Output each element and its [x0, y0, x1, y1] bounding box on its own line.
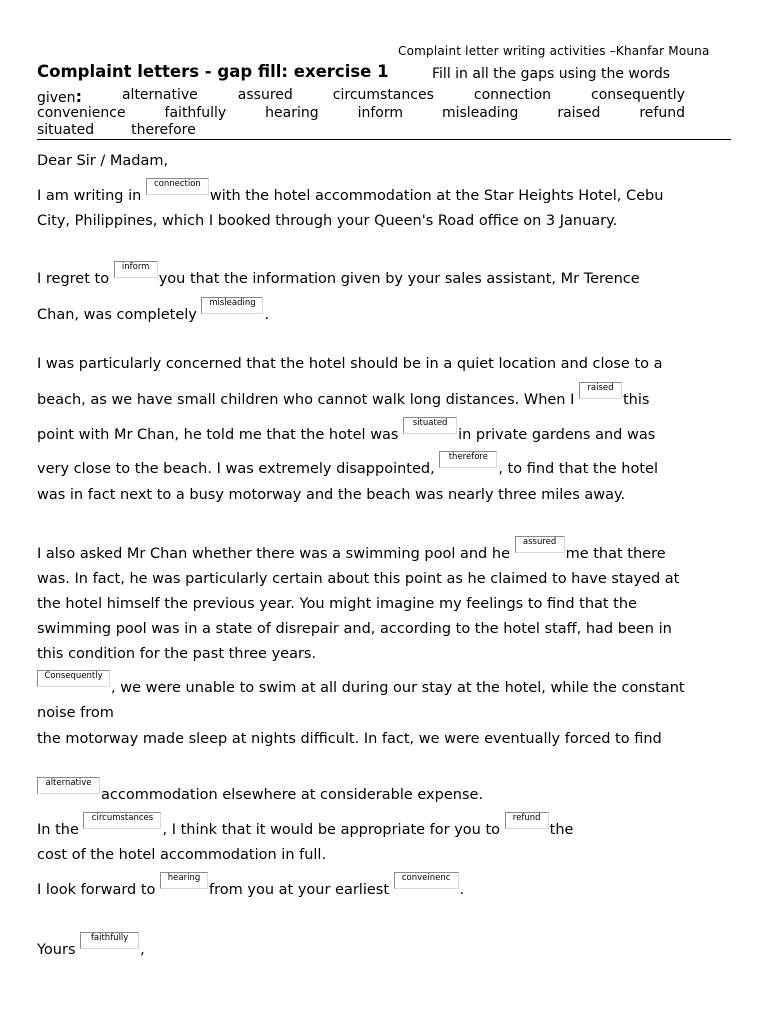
letter-line: City, Philippines, which I booked through your Queen's Road office on 3 January. [37, 213, 618, 229]
gap-field-situated[interactable]: situated [403, 417, 457, 434]
word-bank-item: hearing [265, 105, 319, 121]
gap-field-circumstances[interactable]: circumstances [83, 812, 161, 829]
letter-line: was. In fact, he was particularly certain about this point as he claimed to have stayed at [37, 571, 680, 587]
word-bank-item: inform [357, 105, 403, 121]
gap-field-misleading[interactable]: misleading [201, 297, 263, 314]
word-bank-row-1 [37, 87, 685, 106]
letter-line: Chan, was completely misleading. [37, 298, 270, 323]
word-bank-item: faithfully [164, 105, 227, 121]
letter-line: Consequently, we were unable to swim at all during our stay at the hotel, while the constant [37, 679, 685, 697]
gap-field-assured[interactable]: assured [515, 536, 565, 553]
gap-field-consequently[interactable]: Consequently [37, 670, 110, 687]
word-bank-item: connection [473, 87, 552, 103]
letter-line: the motorway made sleep at nights difficult. In fact, we were eventually forced to find [37, 731, 662, 747]
letter-line: I also asked Mr Chan whether there was a swimming pool and he assuredme that there [37, 537, 666, 562]
letter-line: the hotel himself the previous year. You might imagine my feelings to find that the [37, 596, 637, 612]
word-bank-item: consequently [591, 87, 685, 103]
letter-line: In the circumstances, I think that it would be appropriate for you to refundthe [37, 813, 574, 838]
word-bank-item: raised [557, 105, 601, 121]
letter-line: point with Mr Chan, he told me that the hotel was situatedin private gardens and was [37, 418, 656, 443]
instruction-text: Fill in all the gaps using the words [432, 66, 671, 82]
gap-field-inform[interactable]: inform [114, 261, 158, 278]
gap-field-alternative[interactable]: alternative [37, 777, 100, 794]
word-bank-item: misleading [441, 105, 519, 121]
word-bank-item: therefore [131, 122, 196, 138]
word-bank-item: assured [237, 87, 293, 103]
given-label: given: [37, 87, 82, 106]
letter-line: I am writing in connectionwith the hotel accommodation at the Star Heights Hotel, Cebu [37, 179, 664, 204]
letter-closing: Yours faithfully, [37, 933, 145, 958]
word-bank-item: refund [639, 105, 685, 121]
gap-field-raised[interactable]: raised [579, 382, 622, 399]
letter-line: noise from [37, 705, 114, 721]
letter-line: this condition for the past three years. [37, 646, 317, 662]
word-bank-item: situated [37, 122, 95, 138]
letter-line: I look forward to hearingfrom you at your earliest conveinenc. [37, 873, 465, 898]
exercise-title: Complaint letters - gap fill: exercise 1 [37, 62, 389, 81]
letter-line: very close to the beach. I was extremely disappointed, therefore, to find that the hotel [37, 452, 659, 477]
gap-field-faithfully[interactable]: faithfully [80, 932, 139, 949]
gap-field-convenience[interactable]: conveinenc [394, 872, 459, 889]
gap-field-refund[interactable]: refund [505, 812, 549, 829]
gap-field-hearing[interactable]: hearing [160, 872, 208, 889]
letter-line: alternativeaccommodation elsewhere at considerable expense. [37, 786, 483, 804]
letter-line: was in fact next to a busy motorway and the beach was nearly three miles away. [37, 487, 626, 503]
word-bank-item: convenience [37, 105, 126, 121]
word-bank-item: circumstances [332, 87, 434, 103]
letter-salutation: Dear Sir / Madam, [37, 153, 169, 169]
header-credit: Complaint letter writing activities –Khanfar Mouna [398, 44, 710, 58]
gap-field-connection[interactable]: connection [146, 178, 209, 195]
letter-line: cost of the hotel accommodation in full. [37, 847, 327, 863]
word-bank-item: alternative [121, 87, 198, 103]
header-divider [37, 139, 731, 140]
letter-line: I regret to informyou that the information given by your sales assistant, Mr Terence [37, 262, 640, 287]
letter-line: I was particularly concerned that the hotel should be in a quiet location and close to a [37, 356, 663, 372]
letter-line: swimming pool was in a state of disrepair and, according to the hotel staff, had been in [37, 621, 672, 637]
word-bank-row-2 [37, 105, 685, 121]
gap-field-therefore[interactable]: therefore [439, 451, 497, 468]
letter-line: beach, as we have small children who cannot walk long distances. When I raisedthis [37, 383, 650, 408]
word-bank-row-3 [37, 122, 685, 138]
